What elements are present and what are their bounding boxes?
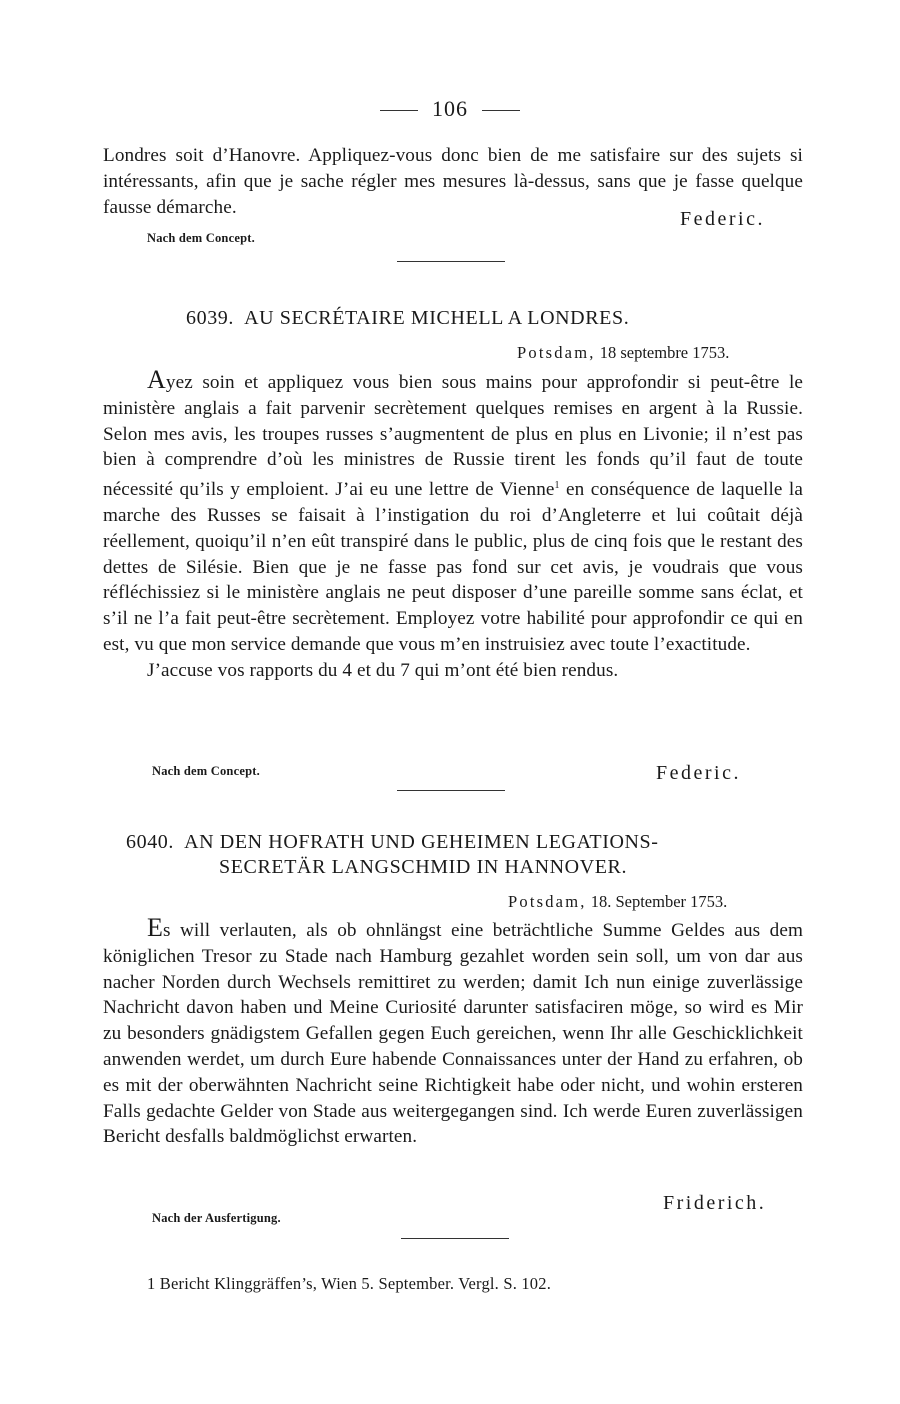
letter-6040-number: 6040. [126,831,174,853]
continuation-signature: Federic. [680,208,765,230]
footnote-rule [401,1238,509,1239]
letter-6040-source: Nach der Ausfertigung. [152,1211,281,1225]
letter-6040-place: Potsdam, [508,892,587,911]
header-dash-right [482,110,520,111]
letter-6039-place: Potsdam, [517,343,596,362]
footnote [147,1274,551,1294]
footnote-reference: 1 [554,480,560,492]
continuation-text: Londres soit d’Hanovre. Appliquez-vous donc bien de me satisfaire sur des sujets si intéressants, afin que je sache régler mes mesures là-dessus, sans que je fasse quelque fausse démarche. [103,145,803,218]
letter-6039-para1-start: yez soin et appliquez vous bien sous mains pour approfondir si peut-être le ministère anglais a fait parvenir secrètement quelques remises en argent à la Russie. Selon mes avis, les troupes russes s’augmentent de plus en plus en Livonie; il n’est pas bien à comprendre d’où les ministres de Russie tirent les fonds qu’il faut de toute nécessité qu’ils y emploient. J’ai eu une lettre de Vienne [103,372,803,501]
letter-6039-initial: A [147,365,166,394]
letter-6039-title: AU SECRÉTAIRE MICHELL A LONDRES. [244,307,630,329]
continuation-source: Nach dem Concept. [147,231,255,245]
letter-6039-dateline [517,343,729,363]
letter-6039-body [103,367,803,684]
letter-6039-paragraph-1 [103,367,803,658]
section-rule [397,790,505,791]
letter-6039-heading [186,307,629,330]
letter-6039-source: Nach dem Concept. [152,764,260,778]
footnote-mark: 1 [147,1274,156,1293]
letter-6039-number: 6039. [186,307,234,329]
letter-6040-date: 18. September 1753. [590,892,728,911]
letter-6039-date: 18 septembre 1753. [599,343,730,362]
section-rule [397,261,505,262]
letter-6040-initial: E [147,913,163,942]
letter-6040-title-line-1: AN DEN HOFRATH UND GEHEIMEN LEGATIONS- [184,831,659,853]
page-header [0,96,900,122]
letter-6039-signature: Federic. [656,762,741,784]
letter-6040-dateline [508,892,727,912]
letter-6039-para1-end: en conséquence de laquelle la marche des Russes se faisait à l’instigation du roi d’Angleterre et lui coûtait déjà réellement, quoiqu’il n’en eût transpiré dans le public, plus de cinq fois que le restant des dettes de Silésie. Bien que je ne fasse pas fond sur cet avis, je voudrais que vous réfléchissiez si le ministère anglais ne peut disposer d’une pareille somme sans éclat, et s’il ne l’a fait peut-être secrètement. Employez votre habilité pour approfondir ce qui en est, vu que mon service demande que vous m’en instruisiez avec toute l’exactitude. [103,479,803,655]
letter-6040-title-line-2: SECRETÄR LANGSCHMID IN HANNOVER. [219,856,628,878]
letter-6040-heading [126,831,659,854]
header-dash-left [380,110,418,111]
footnote-text: Bericht Klinggräffen’s, Wien 5. September. Vergl. S. 102. [155,1274,552,1293]
letter-6040-signature: Friderich. [663,1192,767,1214]
letter-6039-paragraph-2: J’accuse vos rapports du 4 et du 7 qui m’ont été bien rendus. [147,659,619,681]
letter-6040-paragraph-1 [103,915,803,1150]
page-number: 106 [432,96,468,121]
letter-6040-body [103,915,803,1150]
letter-6040-para1: s will verlauten, als ob ohnlängst eine beträchtliche Summe Geldes aus dem königlichen Tresor zu Stade nach Hamburg gezahlet worden sein soll, um von dar aus nacher Norden durch Wechsels remittiret zu werden; damit Ich nun einige zuverlässige Nachricht davon haben und Meine Curiosité darunter satisfaciren möge, so wird es Mir zu besonders gnädigstem Gefallen gegen Euch gereichen, wenn Ihr alle Geschicklichkeit anwenden werdet, um durch Eure habende Connaissances unter der Hand zu erfahren, ob es mit der oberwähnten Nachricht seine Richtigkeit habe oder nicht, und wohin ersteren Falls gedachte Gelder von Stade aus weitergegangen sind. Ich werde Euren zuverlässigen Bericht desfalls baldmöglichst erwarten. [103,920,803,1148]
